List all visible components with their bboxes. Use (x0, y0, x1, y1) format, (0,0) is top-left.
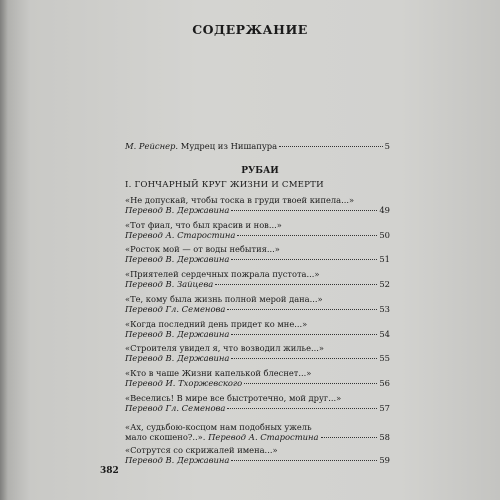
page-number: 55 (379, 353, 390, 364)
entry-translator: Перевод В. Державина (125, 353, 230, 364)
entry-first-line: «Росток мой — от воды небытия...» (125, 244, 280, 255)
dot-leader (231, 460, 377, 461)
dot-leader (231, 259, 377, 260)
subsection-title: I. ГОНЧАРНЫЙ КРУГ ЖИЗНИ И СМЕРТИ (125, 180, 324, 190)
entry-first-line: «Приятелей сердечных пожрала пустота...» (125, 269, 320, 280)
page-number: 57 (379, 402, 390, 413)
toc-entry[interactable] (125, 230, 390, 240)
page-number: 54 (379, 328, 390, 339)
toc-entry[interactable] (125, 205, 390, 215)
toc-entry[interactable] (125, 353, 390, 363)
entry-first-line: «Не допускай, чтобы тоска в груди твоей кипела...» (125, 195, 355, 205)
entry-translator: Перевод Гл. Семенова (125, 402, 226, 413)
page-number: 56 (379, 377, 390, 388)
entry-first-line: «Сотрутся со скрижалей имена...» (125, 445, 278, 455)
toc-entry[interactable] (125, 254, 390, 264)
page-number: 49 (379, 205, 390, 215)
dot-leader (279, 146, 383, 147)
page-number: 58 (379, 432, 390, 442)
entry-first-line: «Ах, судьбою-косцом нам подобных ужель (125, 422, 312, 432)
entry-first-line: «Веселись! В мире все быстротечно, мой друг...» (125, 392, 342, 403)
toc-entry[interactable] (125, 432, 390, 442)
entry-first-line: «Тот фиал, что был красив и нов...» (125, 219, 282, 230)
entry-first-line: «Кто в чаше Жизни капелькой блеснет...» (125, 367, 312, 378)
page-number: 53 (379, 303, 390, 314)
entry-first-line: «Строителя увидел я, что возводил жилье...» (125, 343, 324, 354)
page-number: 52 (379, 279, 390, 290)
entry-translator: Перевод В. Державина (125, 455, 230, 465)
toc-entry-intro[interactable] (125, 141, 390, 151)
page-number: 50 (379, 229, 390, 240)
intro-title: Мудрец из Нишапура (178, 141, 278, 151)
entry-first-line: «Когда последний день придет ко мне...» (125, 318, 308, 329)
page-number: 59 (379, 455, 390, 465)
toc-entry[interactable] (125, 279, 390, 289)
entry-translator: Перевод Гл. Семенова (125, 303, 226, 314)
dot-leader (237, 235, 377, 236)
entry-translator: Перевод В. Державина (125, 328, 230, 339)
dot-leader (321, 437, 378, 438)
dot-leader (215, 284, 377, 285)
dot-leader (227, 408, 377, 409)
dot-leader (231, 210, 377, 211)
dot-leader (231, 358, 377, 359)
page-folio: 382 (100, 466, 119, 476)
dot-leader (227, 309, 377, 310)
page-number: 51 (379, 254, 390, 265)
entry-first-line-cont: мало скошено?..». (125, 432, 206, 442)
toc-entry[interactable] (125, 329, 390, 339)
page-number: 5 (384, 141, 390, 151)
dot-leader (231, 334, 377, 335)
toc-entry[interactable] (125, 378, 390, 388)
entry-translator: Перевод В. Державина (125, 254, 230, 265)
entry-translator: Перевод И. Тхоржевского (125, 377, 243, 388)
entry-first-line: «Те, кому была жизнь полной мерой дана...» (125, 293, 323, 304)
entry-translator: Перевод В. Державина (125, 205, 230, 215)
toc-entry[interactable] (125, 304, 390, 314)
section-title: РУБАИ (241, 166, 279, 176)
entry-translator: Перевод В. Зайцева (125, 279, 214, 290)
entry-translator: Перевод А. Старостина (205, 432, 319, 442)
page-title: СОДЕРЖАНИЕ (192, 22, 308, 37)
dot-leader (244, 383, 377, 384)
intro-author: М. Рейснер. (125, 141, 179, 151)
toc-entry[interactable] (125, 403, 390, 413)
toc-entry[interactable] (125, 455, 390, 465)
entry-translator: Перевод А. Старостина (125, 229, 236, 240)
